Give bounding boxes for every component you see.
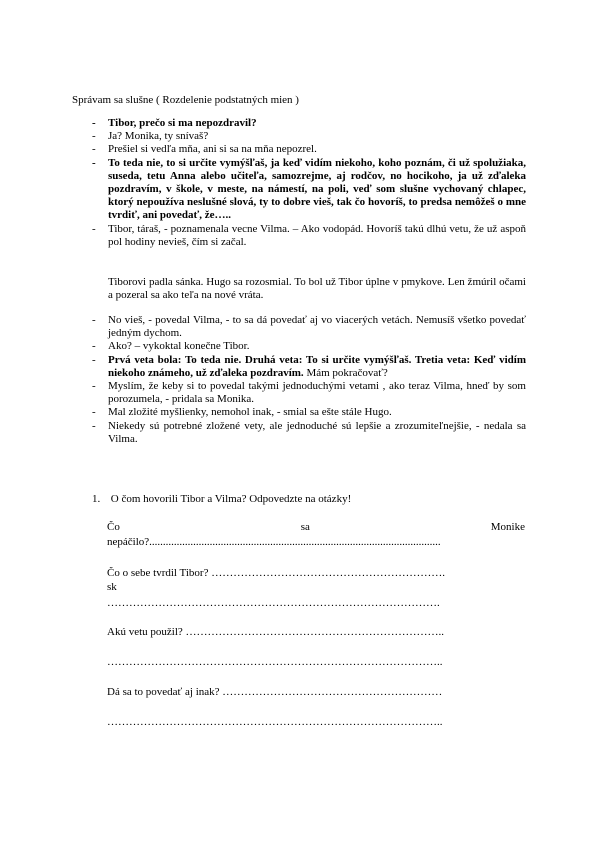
dialogue-text: Mám pokračovať? [306, 366, 388, 379]
dialogue-list-2 [92, 314, 526, 446]
question-3[interactable]: Akú vetu použil? …………………………………………………………….. [107, 626, 445, 638]
page-title: Správam sa slušne ( Rozdelenie podstatných mien ) [72, 94, 299, 106]
dash-marker: - [92, 143, 96, 156]
dialogue-line [92, 380, 526, 406]
dialogue-list-1 [92, 117, 526, 249]
dialogue-text: Tibor, táraš, - poznamenala vecne Vilma. – Ako vodopád. Hovoríš takú dlhú vetu, že už aspoň pol hodiny nevieš, čím si začal. [108, 222, 526, 248]
dialogue-line [92, 354, 526, 380]
question-2[interactable]: Čo o sebe tvrdil Tibor? ………………………………………………………. [107, 567, 445, 579]
question-3-answer-line[interactable]: ……………………………………………………………………………….. [107, 656, 443, 668]
dialogue-text: Prešiel si vedľa mňa, ani si sa na mňa nepozrel. [108, 143, 317, 156]
dialogue-text: Ja? Monika, ty snívaš? [108, 130, 209, 143]
dialogue-text: Myslím, že keby si to povedal takými jednoduchými vetami , ako teraz Vilma, hneď by som porozumela, - pridala sa Monika. [108, 380, 526, 406]
dialogue-line [92, 340, 526, 353]
dialogue-line [92, 117, 526, 130]
dialogue-line [92, 314, 526, 340]
dialogue-text: To teda nie, to si určite vymýšľaš, ja keď vidím niekoho, koho poznám, či už spolužiaka, suseda, tetu Anna alebo učiteľa, samozrejme, aj rodčov, no hocikoho, ja už zďaleka pozdravím, v škole, v meste, na námestí, na poli, veď som slušne vychovaný chlapec, ktorý nepoužíva neslušné slová, ty to dobre vieš, tak čo hovoríš, to predsa nemôžeš o mne tvrdiť, ani povedať, že….. [108, 156, 526, 222]
question-1-word: Monike [490, 521, 525, 533]
question-4-answer-line[interactable]: ……………………………………………………………………………….. [107, 716, 443, 728]
dash-marker: - [92, 380, 96, 393]
question-1-word: sa [300, 521, 310, 533]
dialogue-text: Niekedy sú potrebné zložené vety, ale jednoduché sú lepšie a zrozumiteľnejšie, - nedala sa Vilma. [108, 419, 526, 445]
dialogue-line [92, 406, 526, 419]
dash-marker: - [92, 419, 96, 432]
dash-marker: - [92, 406, 96, 419]
question-1-line-1 [107, 521, 525, 533]
question-1-word: Čo [107, 521, 120, 533]
dialogue-text: Tibor, prečo si ma nepozdravil? [108, 117, 257, 129]
dialogue-text: Prvá veta bola: To teda nie. Druhá veta: To si určite vymýšľaš. Tretia veta: Keď vidím niekoho známeho, už zďaleka pozdravím. [108, 353, 526, 379]
question-2-answer-line[interactable]: ………………………………………………………………………………. [107, 597, 440, 609]
dash-marker: - [92, 222, 96, 235]
dash-marker: - [92, 314, 96, 326]
task-heading [92, 493, 351, 505]
dash-marker: - [92, 156, 96, 169]
question-4[interactable]: Dá sa to povedať aj inak? …………………………………………………… [107, 686, 443, 698]
dialogue-line [92, 223, 526, 249]
question-1-line-2[interactable]: nepáčilo?.......................................................................................................... [107, 536, 441, 548]
dialogue-text: Ako? – vykoktal konečne Tibor. [108, 340, 250, 353]
dash-marker: - [92, 117, 96, 129]
dialogue-line [92, 143, 526, 156]
dialogue-text: No vieš, - povedal Vilma, - to sa dá povedať aj vo viacerých vetách. Nemusíš všetko povedať jedným dychom. [108, 314, 526, 340]
dash-marker: - [92, 353, 96, 366]
dialogue-line [92, 157, 526, 223]
dialogue-line [92, 130, 526, 143]
question-2-extra: sk [107, 581, 117, 593]
task-instruction: O čom hovorili Tibor a Vilma? Odpovedzte na otázky! [110, 493, 352, 505]
dialogue-line [92, 420, 526, 446]
dialogue-text: Mal zložité myšlienky, nemohol inak, - smial sa ešte stále Hugo. [108, 406, 392, 419]
narration-paragraph: Tiborovi padla sánka. Hugo sa rozosmial. To bol už Tibor úplne v pmykove. Len žmúril očami a pozeral sa ako teľa na nové vráta. [108, 276, 526, 302]
dash-marker: - [92, 340, 96, 353]
dash-marker: - [92, 130, 96, 143]
task-number: 1. [92, 493, 101, 505]
